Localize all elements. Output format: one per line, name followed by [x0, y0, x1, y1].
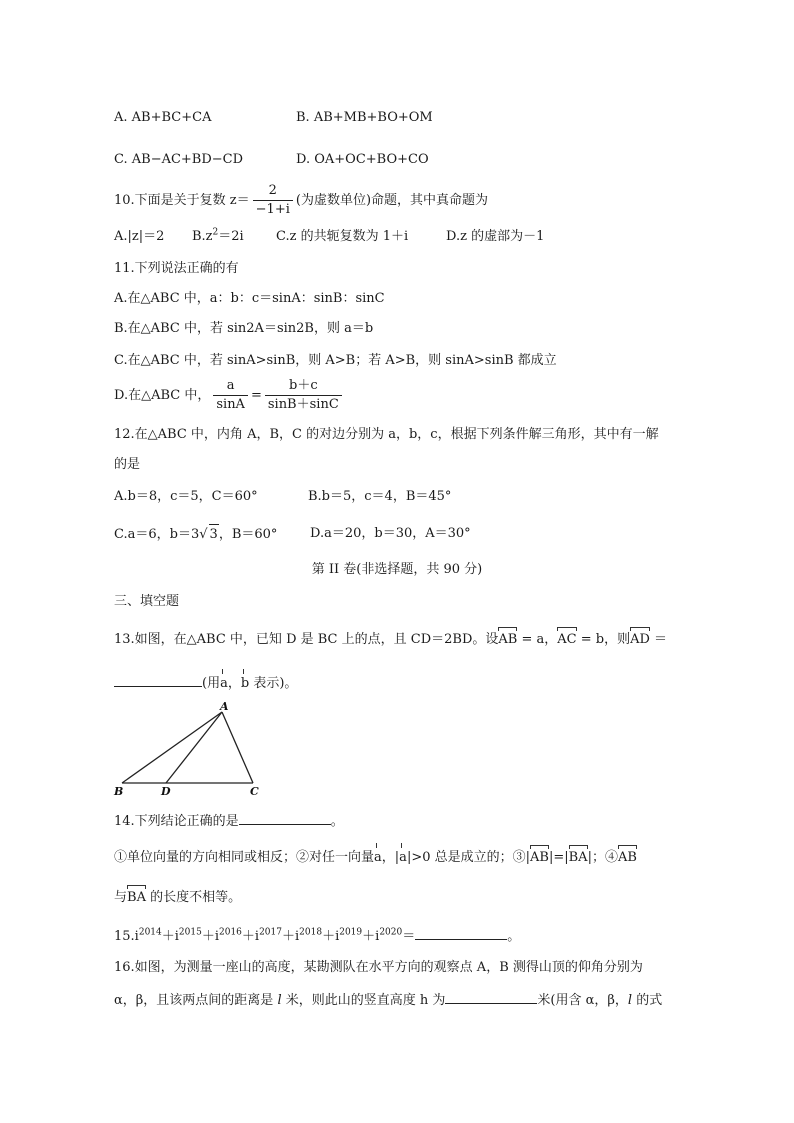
triangle-figure — [108, 698, 278, 800]
q11-option-a: A.在△ABC 中，a：b：c＝sinA：sinB：sinC — [114, 291, 385, 306]
q16-stem-line1: 16.如图，为测量一座山的高度，某勘测队在水平方向的观察点 A，B 测得山顶的仰角分别为 — [114, 960, 643, 975]
q16-stem-line2: α，β，且该两点间的距离是 l 米，则此山的竖直高度 h 为 米(用含 α，β，l 的式 — [114, 989, 662, 1011]
q14-statements: ①单位向量的方向相同或相反；②对任一向量a，|a|>0 总是成立的；③|AB|=|BA|；④AB — [114, 848, 637, 868]
q10-stem: 10.下面是关于复数 z＝ $\frac{2}{-1+i}$ (为虚数单位)命题，其中真命题为 — [114, 183, 489, 217]
q13-answer-line: (用a，b 表示)。 — [114, 672, 297, 694]
q11-option-d: D.在△ABC 中， $\frac{a}{\sin A}$ = $\frac{b+c}{\sin B+\sin C}$ — [114, 377, 345, 415]
q12-stem-line2: 的是 — [114, 457, 141, 472]
q11-stem: 11.下列说法正确的有 — [114, 261, 239, 276]
section-title: 第 II 卷(非选择题，共 90 分) — [311, 562, 483, 577]
q12-option-b: B.b＝5，c＝4，B＝45° — [308, 489, 452, 504]
label-b: B — [114, 785, 124, 798]
q14-stem: 14.下列结论正确的是 。 — [114, 810, 344, 832]
q16-answer-blank[interactable] — [445, 989, 537, 1004]
q13-answer-blank[interactable] — [114, 672, 202, 687]
q13-stem: 13.如图，在△ABC 中，已知 D 是 BC 上的点，且 CD＝2BD。设AB = a，AC = b，则AD ＝ — [114, 630, 667, 650]
q10-option-b: $B.z^2=2i$ — [192, 227, 244, 244]
q10-option-a: A.|z|＝2 — [114, 229, 165, 244]
side-ac — [222, 712, 253, 783]
q15-stem: $15.i^{2014}+i^{2015}+i^{2016}+i^{2017}+i^{2018}+i^{2019}+i^{2020}=$ 。 — [114, 925, 520, 947]
q10-fraction: $\frac{2}{-1+i}$ — [253, 182, 293, 219]
q11-option-c: C.在△ABC 中，若 sinA>sinB，则 A>B；若 A>B，则 sinA>sinB 都成立 — [114, 353, 557, 368]
q14-statements-cont: 与BA 的长度不相等。 — [114, 888, 241, 908]
q12-stem-line1: 12.在△ABC 中，内角 A，B，C 的对边分别为 a，b，c，根据下列条件解三角形，其中有一解 — [114, 427, 659, 442]
q10-option-c: C.z 的共轭复数为 1＋i — [276, 229, 409, 244]
q14-answer-blank[interactable] — [239, 810, 331, 825]
q10-option-d: D.z 的虚部为－1 — [446, 229, 545, 244]
q9-option-d: D. OA+OC+BO+CO — [296, 152, 429, 167]
q12-option-d: D.a＝20，b＝30，A＝30° — [310, 526, 471, 541]
label-d: D — [161, 785, 171, 798]
q15-answer-blank[interactable] — [415, 925, 507, 940]
section-three-heading: 三、填空题 — [114, 594, 180, 609]
segment-ad — [166, 712, 222, 783]
side-ab — [122, 712, 222, 783]
q9-option-c: C. AB−AC+BD−CD — [114, 152, 244, 167]
q12-option-a: A.b＝8，c＝5，C＝60° — [114, 489, 258, 504]
label-a: A — [220, 700, 229, 713]
q12-option-c: C.a＝6，b＝3√ 3，B＝60° — [114, 524, 277, 545]
q9-option-a: A. AB+BC+CA — [114, 110, 212, 125]
label-c: C — [250, 785, 259, 798]
q11-option-b: B.在△ABC 中，若 sin2A＝sin2B，则 a＝b — [114, 321, 374, 336]
q9-option-b: B. AB+MB+BO+OM — [296, 110, 433, 125]
